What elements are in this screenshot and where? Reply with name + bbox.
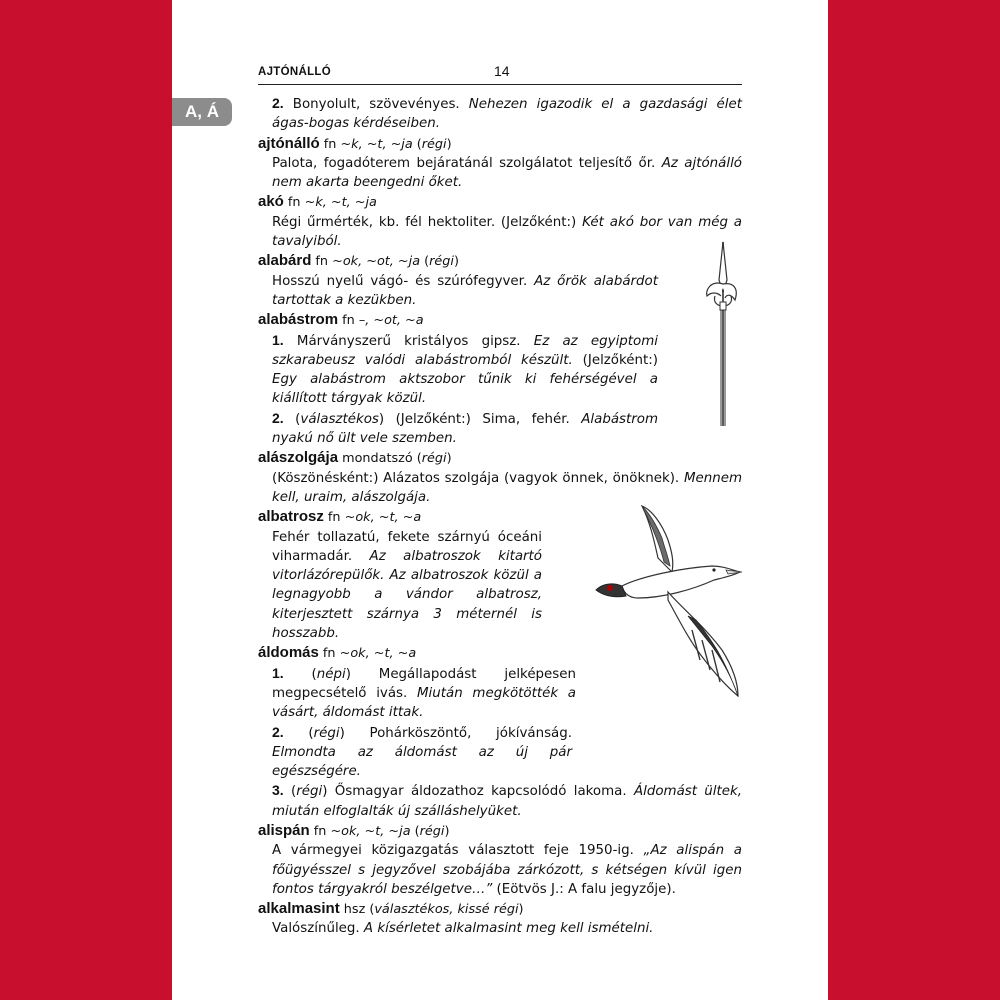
sense-number: 1. bbox=[272, 331, 284, 348]
entry-sense bbox=[272, 331, 658, 409]
entry-body bbox=[272, 919, 742, 938]
example-text: Mennem kell, uraim, alászolgája. bbox=[272, 470, 742, 505]
grammar-paren: ) bbox=[444, 823, 450, 839]
entry-head bbox=[258, 310, 742, 330]
register-label: népi bbox=[316, 666, 346, 682]
headword: alispán bbox=[258, 821, 310, 839]
entry-head bbox=[258, 899, 742, 919]
example-text: Miután megkötötték a vásárt, áldomást ittak. bbox=[272, 685, 576, 721]
grammar-label: fn bbox=[319, 136, 341, 152]
headword: alabástrom bbox=[258, 311, 339, 329]
entry-head bbox=[258, 192, 742, 212]
left-red-margin bbox=[0, 0, 172, 1000]
example-text: Egy alabástrom aktszobor tűnik ki fehérségével a kiállított tárgyak közül. bbox=[272, 372, 658, 407]
example-text: Ez az egyiptomi szkarabeusz valódi alabástromból készült. bbox=[272, 333, 659, 368]
entry-body bbox=[272, 528, 542, 644]
grammar-label: fn bbox=[311, 254, 333, 270]
definition-text: Palota, fogadóterem bejáratánál szolgálatot teljesítő őr. bbox=[272, 155, 662, 171]
entry-body bbox=[272, 154, 742, 193]
example-text: Elmondta az áldomást az új pár egészségére. bbox=[272, 744, 572, 780]
entry-head bbox=[258, 134, 742, 154]
sense-number: 2. bbox=[272, 95, 284, 111]
register-label: régi bbox=[421, 451, 447, 467]
example-text: Az ajtónálló nem akarta beengedni őket. bbox=[272, 155, 742, 191]
inflection: ~k, ~t, ~ja bbox=[304, 195, 377, 211]
definition-text: Régi űrmérték, kb. fél hektoliter. (Jelzőként:) bbox=[272, 214, 583, 230]
headword: ajtónálló bbox=[258, 134, 320, 152]
definition-text: A vármegyei közigazgatás választott feje 1950-ig. bbox=[272, 843, 644, 859]
entry-body bbox=[272, 841, 742, 899]
register-label: választékos, kissé régi bbox=[374, 902, 519, 918]
inflection: ~k, ~t, ~ja bbox=[340, 136, 413, 152]
inflection: –, ~ot, ~a bbox=[358, 313, 424, 329]
grammar-paren: ) bbox=[446, 451, 452, 467]
quotation-source: (Eötvös J.: A falu jegyzője). bbox=[492, 881, 676, 897]
grammar-label: fn bbox=[283, 195, 305, 211]
headword: alkalmasint bbox=[258, 900, 340, 918]
grammar-label: fn bbox=[309, 823, 331, 839]
entry-sense bbox=[272, 409, 658, 449]
grammar-paren: ( bbox=[283, 666, 317, 682]
definition-text: Bonyolult, szövevényes. bbox=[292, 97, 469, 112]
definition-text: (Köszönésként:) Alázatos szolgája (vagyok önnek, önöknek). bbox=[272, 470, 684, 486]
albatross-illustration bbox=[592, 500, 744, 700]
headword: albatrosz bbox=[258, 508, 324, 526]
entry-sense bbox=[272, 723, 572, 782]
grammar-label: fn bbox=[323, 510, 345, 526]
grammar-label: mondatszó ( bbox=[338, 451, 422, 467]
headword: akó bbox=[258, 193, 284, 211]
inflection: ~ok, ~t, ~a bbox=[344, 510, 422, 526]
definition-text: ) Megállapodást jelképesen megpecsételő ivás. bbox=[272, 666, 576, 701]
grammar-label: fn bbox=[318, 646, 340, 662]
inflection: ~ok, ~t, ~a bbox=[339, 646, 417, 662]
quotation-text: „Az alispán a főügyésszel s jegyzővel szobájába zárkózott, s kétségen kívül igen fontos tárgyakról beszélgetve…” bbox=[272, 843, 742, 897]
running-headword: AJTÓNÁLLÓ bbox=[258, 66, 331, 78]
example-text: Nehezen igazodik el a gazdasági élet ágas-bogas kérdéseiben. bbox=[272, 97, 743, 132]
headword: áldomás bbox=[258, 644, 319, 662]
definition-text: ) Ősmagyar áldozathoz kapcsolódó lakoma. bbox=[322, 784, 634, 800]
entry-body bbox=[272, 213, 742, 252]
headword: alászolgája bbox=[258, 449, 339, 467]
grammar-paren: ( bbox=[420, 254, 430, 270]
example-text: Az őrök alabárdot tartottak a kezükben. bbox=[272, 273, 658, 308]
headword: alabárd bbox=[258, 252, 312, 270]
example-text: Az albatroszok kitartó vitorlázórepülők. Az albatroszok közül a legnagyobb a vándor albatrosz, kiterjesztett szárnya 3 méternél is hosszabb. bbox=[272, 548, 542, 642]
register-label: régi bbox=[429, 254, 454, 270]
register-label: régi bbox=[421, 136, 447, 152]
example-text: Áldomást ültek, miután elfoglalták új szálláshelyüket. bbox=[272, 784, 743, 819]
grammar-paren: ) bbox=[446, 136, 452, 152]
entry-head bbox=[258, 251, 742, 271]
register-label: régi bbox=[419, 823, 445, 839]
halberd-illustration bbox=[693, 240, 753, 430]
example-text: Alabástrom nyakú nő ült vele szemben. bbox=[272, 411, 659, 447]
letter-tab bbox=[172, 98, 232, 126]
example-text: A kísérletet alkalmasint meg kell ismételni. bbox=[363, 921, 654, 937]
sense-number: 1. bbox=[272, 664, 284, 681]
grammar-label: fn bbox=[338, 313, 359, 329]
grammar-paren: ( bbox=[283, 411, 301, 427]
entry-head bbox=[258, 448, 742, 468]
definition-text: Fehér tollazatú, fekete szárnyú óceáni viharmadár. bbox=[272, 529, 542, 564]
register-label: régi bbox=[313, 725, 340, 741]
definition-text: ) Pohárköszöntő, jókívánság. bbox=[339, 725, 573, 741]
register-label: régi bbox=[296, 784, 323, 800]
entry-sense bbox=[272, 664, 576, 723]
right-red-margin bbox=[828, 0, 1000, 1000]
definition-text: ) (Jelzőként:) Sima, fehér. bbox=[378, 411, 582, 427]
inflection: ~ok, ~ot, ~ja bbox=[332, 254, 421, 270]
grammar-paren: ( bbox=[410, 823, 420, 839]
sense-number: 3. bbox=[272, 782, 284, 799]
grammar-paren: ( bbox=[412, 136, 422, 152]
grammar-paren: ( bbox=[283, 725, 314, 741]
inflection: ~ok, ~t, ~ja bbox=[330, 823, 411, 839]
grammar-paren: ( bbox=[283, 784, 297, 800]
grammar-paren: ) bbox=[518, 902, 524, 918]
definition-text: Valószínűleg. bbox=[272, 921, 364, 937]
entry-head bbox=[258, 821, 742, 841]
entry-body bbox=[272, 272, 658, 311]
continuation-sense bbox=[272, 94, 742, 134]
page-number: 14 bbox=[494, 63, 510, 79]
example-text: Két akó bor van még a tavalyiból. bbox=[272, 214, 743, 250]
running-header bbox=[258, 60, 742, 85]
entry-sense bbox=[272, 781, 742, 821]
sense-number: 2. bbox=[272, 409, 284, 426]
letter-tab-label: A, Á bbox=[185, 102, 219, 121]
register-label: választékos bbox=[300, 411, 379, 427]
sense-number: 2. bbox=[272, 723, 284, 740]
grammar-paren: ) bbox=[453, 254, 459, 270]
definition-text: Márványszerű kristályos gipsz. bbox=[296, 333, 534, 349]
definition-text: (Jelzőként:) bbox=[572, 352, 658, 368]
grammar-label: hsz ( bbox=[339, 902, 375, 918]
definition-text: Hosszú nyelű vágó- és szúrófegyver. bbox=[272, 273, 535, 289]
